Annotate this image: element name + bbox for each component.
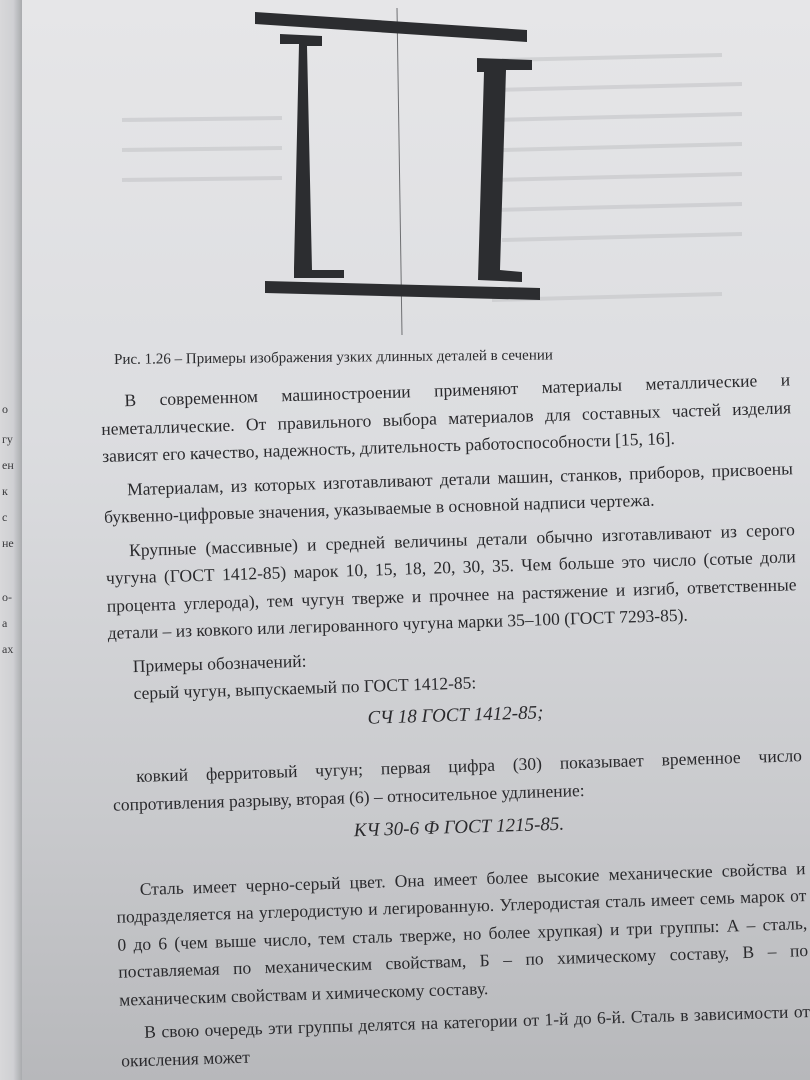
adjacent-page-fragment: не	[2, 536, 14, 550]
adjacent-page-fragment: ен	[2, 458, 14, 472]
paragraph: серый чугун, выпускаемый по ГОСТ 1412-85:	[133, 672, 477, 704]
show-through-lines	[122, 55, 742, 300]
adjacent-page-fragment: ах	[2, 642, 14, 656]
adjacent-page-fragment: к	[2, 484, 8, 498]
paragraph: В свою очередь эти группы делятся на категории от 1-й до 6-й. Сталь в зависимости от окисления может	[120, 1001, 810, 1071]
formula-grey-iron: СЧ 18 ГОСТ 1412-85;	[367, 701, 544, 729]
adjacent-page-fragment: а	[2, 616, 8, 630]
body-text	[100, 366, 810, 1080]
book-page	[22, 0, 810, 1080]
paragraph: Крупные (массивные) и средней величины детали обычно изготавливают из серого чугуна (ГОСТ 1412-85) марок 10, 15, 18, 20, 30, 35. Чем больше это число (сотые доли процента углерода), тем чугун тверже и прочнее на растяжение и изгиб, ответственные детали – из ковкого или легированного чугуна марки 35–100 (ГОСТ 7293-85).	[105, 518, 797, 643]
paragraph: ковкий ферритовый чугун; первая цифра (30) показывает временное число сопротивления разрыву, вторая (6) – относительное удлинение:	[112, 745, 803, 815]
paragraph: В современном машиностроении применяют материалы металлические и неметаллические. От правильного выбора материалов для составных частей изделия зависят его качество, надежность, длительность работоспособности [15, 16].	[100, 369, 792, 466]
figure-caption: Рис. 1.26 – Примеры изображения узких длинных деталей в сечении	[114, 347, 553, 368]
bottom-plate	[265, 281, 540, 300]
beam-section-figure	[22, 0, 810, 340]
paragraph: Сталь имеет черно-серый цвет. Она имеет более высокие механические свойства и подразделяется на углеродистую и легированную. Углеродистая сталь имеет семь марок от 0 до 6 (чем выше число, тем сталь тверже, но более хрупкая) и три группы: А – сталь, поставляемая по механическим свойствам, Б – по химическому составу, В – по механическим свойствам и химическому составу.	[116, 857, 809, 1010]
adjacent-page-fragment: о	[2, 402, 8, 416]
formula-malleable-iron: КЧ 30-6 Ф ГОСТ 1215-85.	[353, 813, 565, 842]
adjacent-page-edge	[0, 0, 22, 1080]
adjacent-page-fragment: гу	[2, 432, 13, 446]
adjacent-page-fragment: о-	[2, 590, 12, 604]
left-channel	[280, 34, 344, 278]
paragraph: Примеры обозначений:	[132, 650, 307, 676]
right-channel	[477, 58, 532, 282]
adjacent-page-fragment: с	[2, 510, 8, 524]
paragraph: Материалам, из которых изготавливают детали машин, станков, приборов, присвоены буквенно-цифровые значения, указываемые в основной надписи чертежа.	[103, 457, 794, 527]
